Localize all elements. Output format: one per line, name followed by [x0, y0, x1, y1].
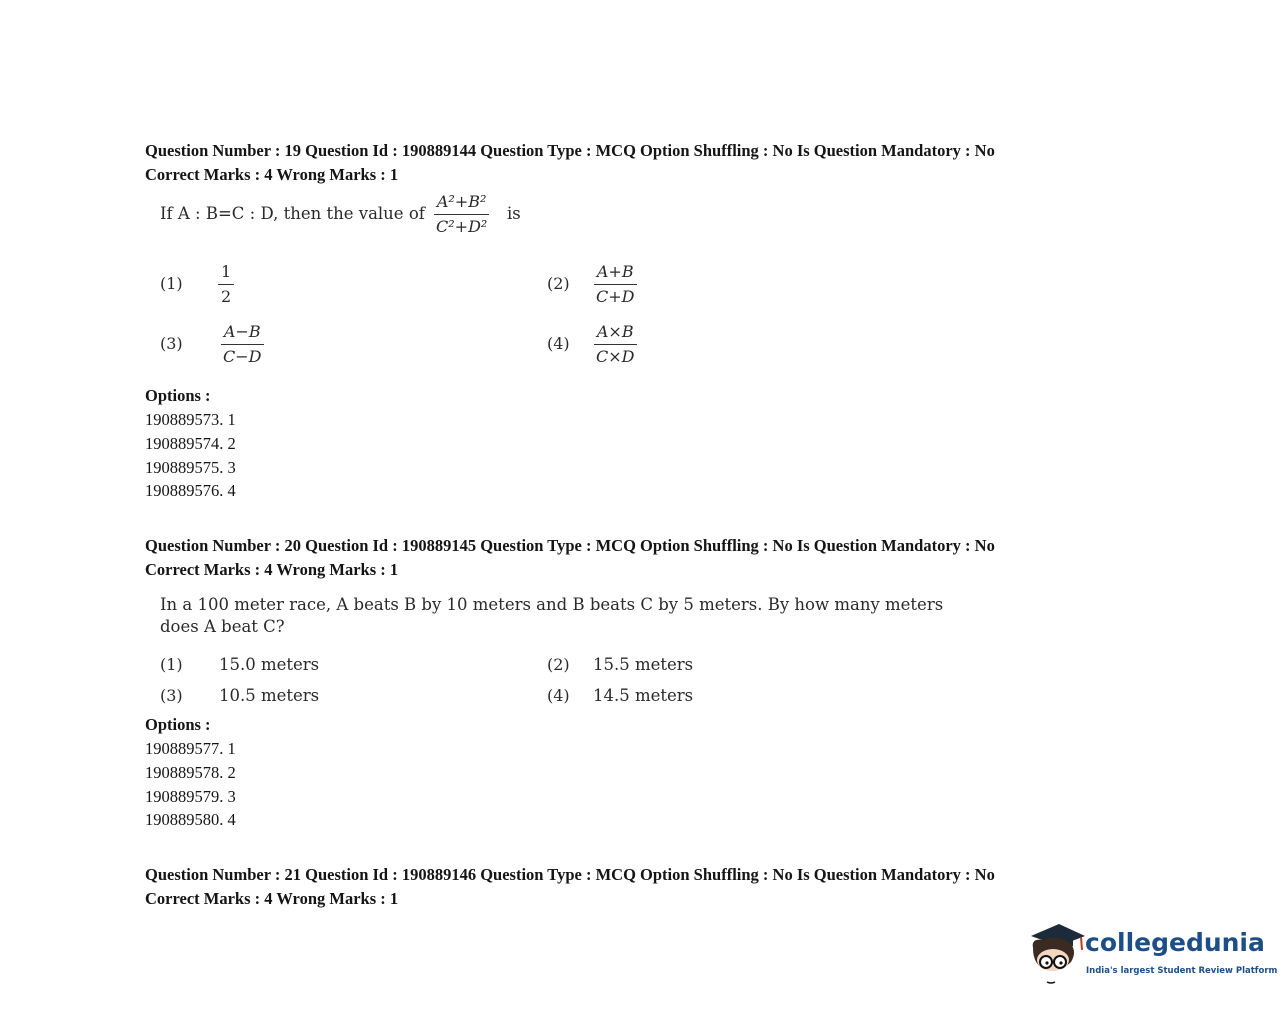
option-item: 190889577. 1 — [145, 739, 236, 758]
choice-number: (2) — [547, 655, 570, 674]
option-item: 190889575. 3 — [145, 457, 236, 477]
fraction-numerator: A×B — [594, 322, 637, 345]
fraction-denominator: 2 — [221, 287, 232, 306]
collegedunia-logo[interactable] — [1025, 918, 1278, 988]
choice-number: (1) — [160, 655, 183, 674]
choice-2-fraction — [593, 262, 637, 307]
question-text-line: In a 100 meter race, A beats B by 10 meters and B beats C by 5 meters. By how many meters — [160, 595, 944, 614]
choice-number: (3) — [160, 686, 183, 705]
fraction-numerator: A−B — [221, 322, 264, 345]
question-19-text — [160, 204, 425, 223]
question-19-fraction — [433, 192, 490, 237]
choice-number: (4) — [547, 334, 570, 353]
question-21-meta — [145, 863, 995, 910]
fraction-numerator: A+B — [594, 262, 637, 285]
fraction-denominator: C²+D² — [436, 217, 488, 236]
logo-tagline: India's largest Student Review Platform — [1086, 966, 1278, 976]
choice-number: (3) — [160, 334, 183, 353]
option-item: 190889574. 2 — [145, 433, 236, 453]
question-marks-line: Correct Marks : 4 Wrong Marks : 1 — [145, 164, 399, 184]
question-20-text — [160, 594, 943, 638]
fraction-denominator: C−D — [223, 347, 262, 366]
choice-value: 14.5 meters — [593, 686, 694, 705]
choice-3-fraction — [220, 322, 264, 367]
options-label: Options : — [145, 715, 211, 734]
choice-number: (4) — [547, 686, 570, 705]
mascot-icon — [1025, 918, 1087, 988]
fraction-numerator: 1 — [218, 262, 234, 285]
choice-value: 10.5 meters — [219, 686, 320, 705]
question-meta-line: Question Number : 20 Question Id : 190889145 Question Type : MCQ Option Shuffling : No Is Question Mandatory : No — [145, 536, 995, 555]
option-item: 190889576. 4 — [145, 481, 236, 501]
option-item: 190889573. 1 — [145, 410, 236, 429]
question-marks-line: Correct Marks : 4 Wrong Marks : 1 — [145, 888, 399, 908]
question-text-line: does A beat C? — [160, 617, 285, 636]
options-list — [145, 737, 236, 832]
fraction-denominator: C+D — [596, 287, 635, 306]
logo-name: collegedunia — [1085, 928, 1265, 957]
question-19-meta — [145, 139, 995, 186]
option-item: 190889578. 2 — [145, 762, 236, 782]
options-list — [145, 408, 236, 503]
choice-4-fraction — [593, 322, 637, 367]
choice-1-fraction — [218, 262, 234, 307]
option-item: 190889580. 4 — [145, 810, 236, 830]
choice-value: 15.0 meters — [219, 655, 320, 674]
question-text-prefix: If A : B=C : D, then the value of — [160, 204, 425, 223]
option-item: 190889579. 3 — [145, 786, 236, 806]
choice-number: (2) — [547, 274, 570, 293]
question-20-meta — [145, 534, 995, 581]
choice-value: 15.5 meters — [593, 655, 694, 674]
question-meta-line: Question Number : 19 Question Id : 190889144 Question Type : MCQ Option Shuffling : No Is Question Mandatory : No — [145, 141, 995, 160]
options-label: Options : — [145, 386, 211, 405]
question-text-suffix: is — [507, 204, 521, 223]
question-marks-line: Correct Marks : 4 Wrong Marks : 1 — [145, 559, 399, 579]
choice-number: (1) — [160, 274, 183, 293]
question-meta-line: Question Number : 21 Question Id : 190889146 Question Type : MCQ Option Shuffling : No Is Question Mandatory : No — [145, 865, 995, 884]
fraction-numerator: A²+B² — [434, 192, 490, 215]
fraction-denominator: C×D — [596, 347, 635, 366]
